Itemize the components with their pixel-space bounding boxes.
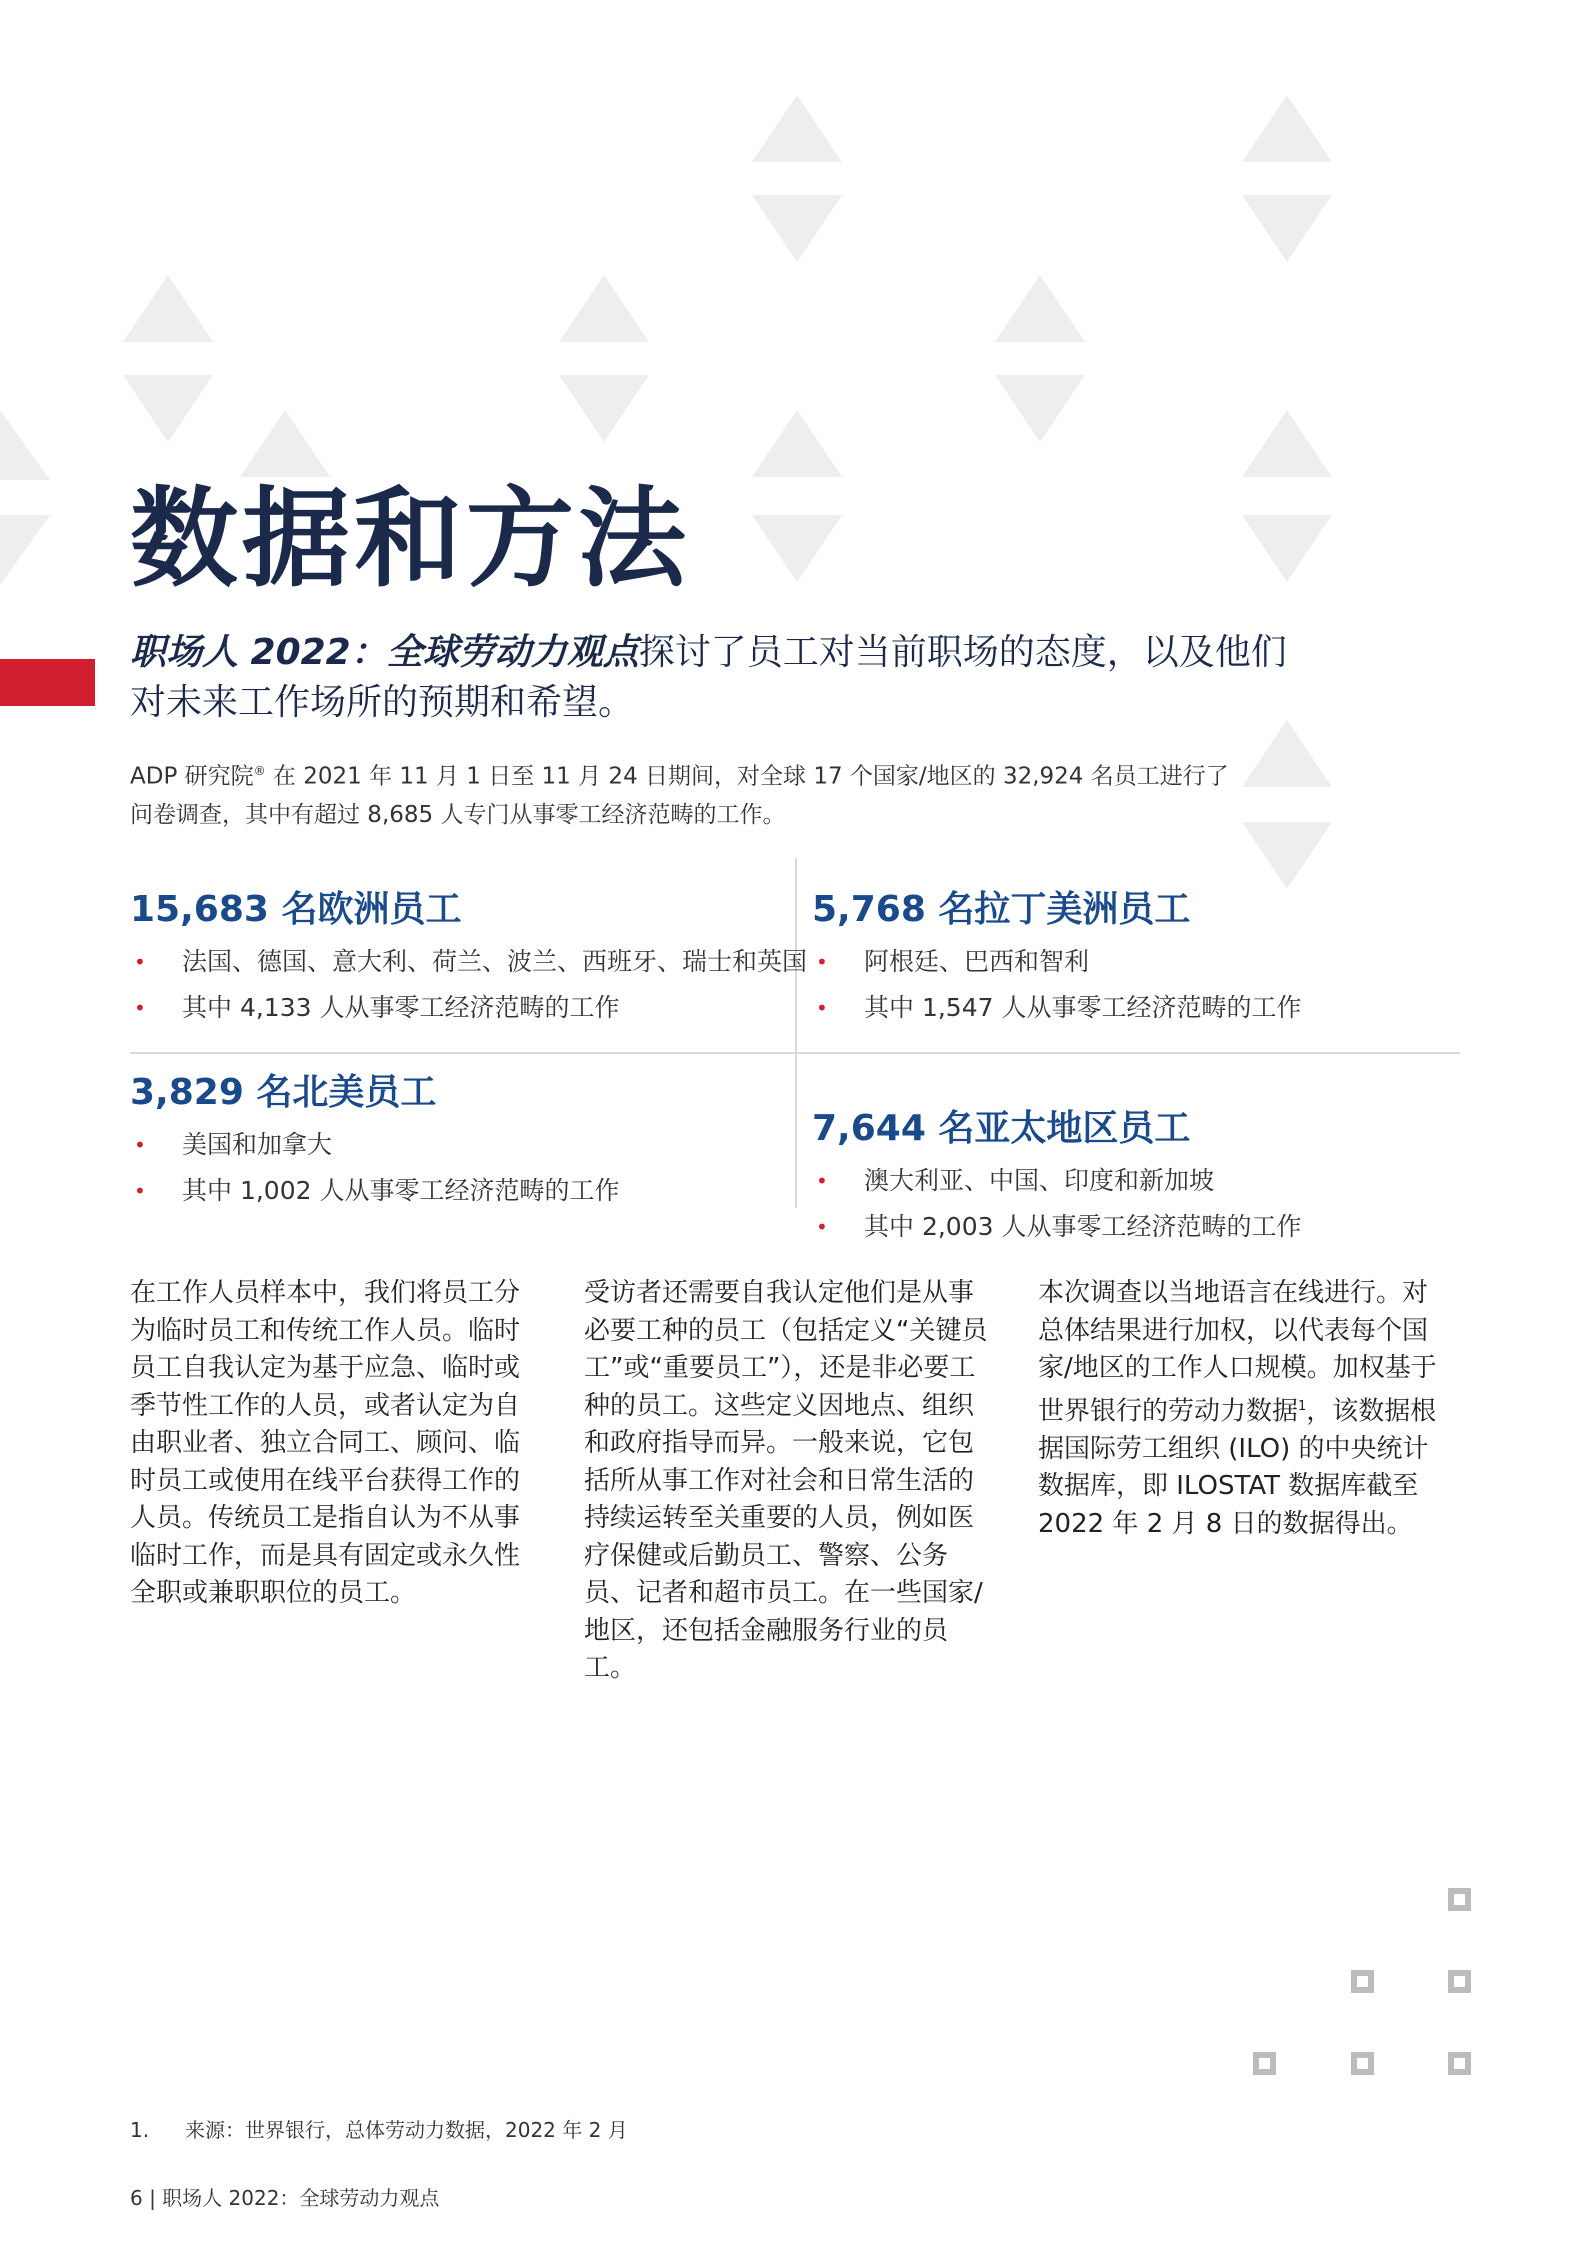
decor-triangle — [752, 95, 842, 162]
page-title: 数据和方法 — [130, 477, 691, 602]
column-3-text-b: ，该数据根据国际劳工组织 (ILO) 的中央统计数据库，即 ILOSTAT 数据库截至 2022 年 2 月 8 日的数据得出。 — [1038, 1396, 1437, 1539]
list-item-text: 美国和加拿大 — [182, 1130, 333, 1159]
list-item-text: 法国、德国、意大利、荷兰、波兰、西班牙、瑞士和英国 — [182, 947, 808, 976]
red-accent-bar — [0, 659, 95, 706]
column-3-text-a: 本次调查以当地语言在线进行。对总体结果进行加权，以代表每个国家/地区的工作人口规模。加权基于世界银行的劳动力数据 — [1038, 1278, 1437, 1427]
list-item-text: 澳大利亚、中国、印度和新加坡 — [864, 1166, 1215, 1195]
region-list — [812, 1158, 1301, 1250]
region-asia-pacific — [812, 1104, 1301, 1250]
decor-square — [1451, 1891, 1468, 1908]
region-list — [812, 939, 1301, 1031]
body-column-3 — [1038, 1275, 1453, 1543]
bullet-icon: • — [134, 1179, 146, 1203]
list-item — [130, 985, 807, 1031]
report-title-italic: 职场人 2022：全球劳动力观点 — [130, 632, 639, 673]
region-heading: 5,768 名拉丁美洲员工 — [812, 889, 1191, 930]
footnote-text: 来源：世界银行，总体劳动力数据，2022 年 2 月 — [185, 2118, 628, 2142]
decor-triangle — [0, 515, 50, 585]
decor-triangle — [1242, 95, 1332, 162]
decor-triangle — [752, 195, 842, 262]
decor-triangle — [240, 410, 330, 477]
list-item-text: 其中 4,133 人从事零工经济范畴的工作 — [182, 993, 620, 1022]
region-heading: 15,683 名欧洲员工 — [130, 889, 462, 930]
list-item — [812, 1158, 1301, 1204]
lead-paragraph — [130, 628, 1310, 728]
grid-horizontal-divider — [130, 1052, 1460, 1054]
footnote — [130, 2115, 628, 2145]
region-north-america — [130, 1068, 619, 1214]
region-heading: 7,644 名亚太地区员工 — [812, 1108, 1191, 1149]
decor-triangle — [1242, 195, 1332, 262]
decor-square — [1354, 2055, 1371, 2072]
bullet-icon: • — [816, 1215, 828, 1239]
body-column-2: 受访者还需要自我认定他们是从事必要工种的员工（包括定义“关键员工”或“重要员工”），还是非必要工种的员工。这些定义因地点、组织和政府指导而异。一般来说，它包括所从事工作对社会和日常生活的持续运转至关重要的人员，例如医疗保健或后勤员工、警察、公务员、记者和超市员工。在一些国家/地区，还包括金融服务行业的员工。 — [584, 1278, 988, 1683]
list-item — [130, 939, 807, 985]
bullet-icon: • — [134, 950, 146, 974]
region-latin-america — [812, 885, 1301, 1031]
bullet-icon: • — [816, 1169, 828, 1193]
bullet-icon: • — [134, 996, 146, 1020]
list-item-text: 其中 2,003 人从事零工经济范畴的工作 — [864, 1212, 1302, 1241]
decor-square — [1256, 2055, 1273, 2072]
decor-triangle — [0, 410, 50, 480]
bullet-icon: • — [134, 1133, 146, 1157]
list-item — [130, 1168, 619, 1214]
decor-triangle — [995, 375, 1085, 442]
page-footer: 6 | 职场人 2022：全球劳动力观点 — [130, 2186, 440, 2210]
decor-triangle — [752, 410, 842, 477]
decor-triangle — [1242, 410, 1332, 477]
decor-square — [1354, 1973, 1371, 1990]
list-item — [130, 1122, 619, 1168]
intro-text-a: ADP 研究院 — [130, 763, 254, 790]
decor-triangle — [559, 375, 649, 442]
region-heading: 3,829 名北美员工 — [130, 1072, 437, 1113]
bullet-icon: • — [816, 996, 828, 1020]
footnote-number: 1. — [130, 2118, 150, 2142]
list-item — [812, 1204, 1301, 1250]
decor-triangle — [1242, 720, 1332, 787]
decor-triangle — [123, 275, 213, 342]
region-list — [130, 1122, 619, 1214]
decor-triangle — [995, 275, 1085, 342]
lead-text: 探讨了员工对当前职场的态度，以及他们对未来工作场所的预期和希望。 — [130, 632, 1287, 723]
list-item — [812, 939, 1301, 985]
decor-square — [1451, 2055, 1468, 2072]
decor-triangle — [752, 515, 842, 582]
decor-square — [1451, 1973, 1468, 1990]
list-item — [812, 985, 1301, 1031]
list-item-text: 阿根廷、巴西和智利 — [864, 947, 1090, 976]
list-item-text: 其中 1,002 人从事零工经济范畴的工作 — [182, 1176, 620, 1205]
intro-text-b: 在 2021 年 11 月 1 日至 11 月 24 日期间，对全球 17 个国家/地区的 32,924 名员工进行了问卷调查，其中有超过 8,685 人专门从事零工经济范畴的工作。 — [130, 763, 1229, 828]
decor-triangle — [559, 275, 649, 342]
list-item-text: 其中 1,547 人从事零工经济范畴的工作 — [864, 993, 1302, 1022]
decor-triangle — [1242, 515, 1332, 582]
body-column-1: 在工作人员样本中，我们将员工分为临时员工和传统工作人员。临时员工自我认定为基于应急、临时或季节性工作的人员，或者认定为自由职业者、独立合同工、顾问、临时员工或使用在线平台获得工作的人员。传统员工是指自认为不从事临时工作，而是具有固定或永久性全职或兼职职位的员工。 — [130, 1278, 521, 1608]
decor-triangle — [123, 375, 213, 442]
decor-triangle — [1242, 822, 1332, 889]
footnote-ref: 1 — [1298, 1398, 1307, 1414]
intro-paragraph — [130, 752, 1230, 834]
region-europe — [130, 885, 807, 1031]
region-list — [130, 939, 807, 1031]
bullet-icon: • — [816, 950, 828, 974]
registered-mark: ® — [253, 764, 266, 778]
